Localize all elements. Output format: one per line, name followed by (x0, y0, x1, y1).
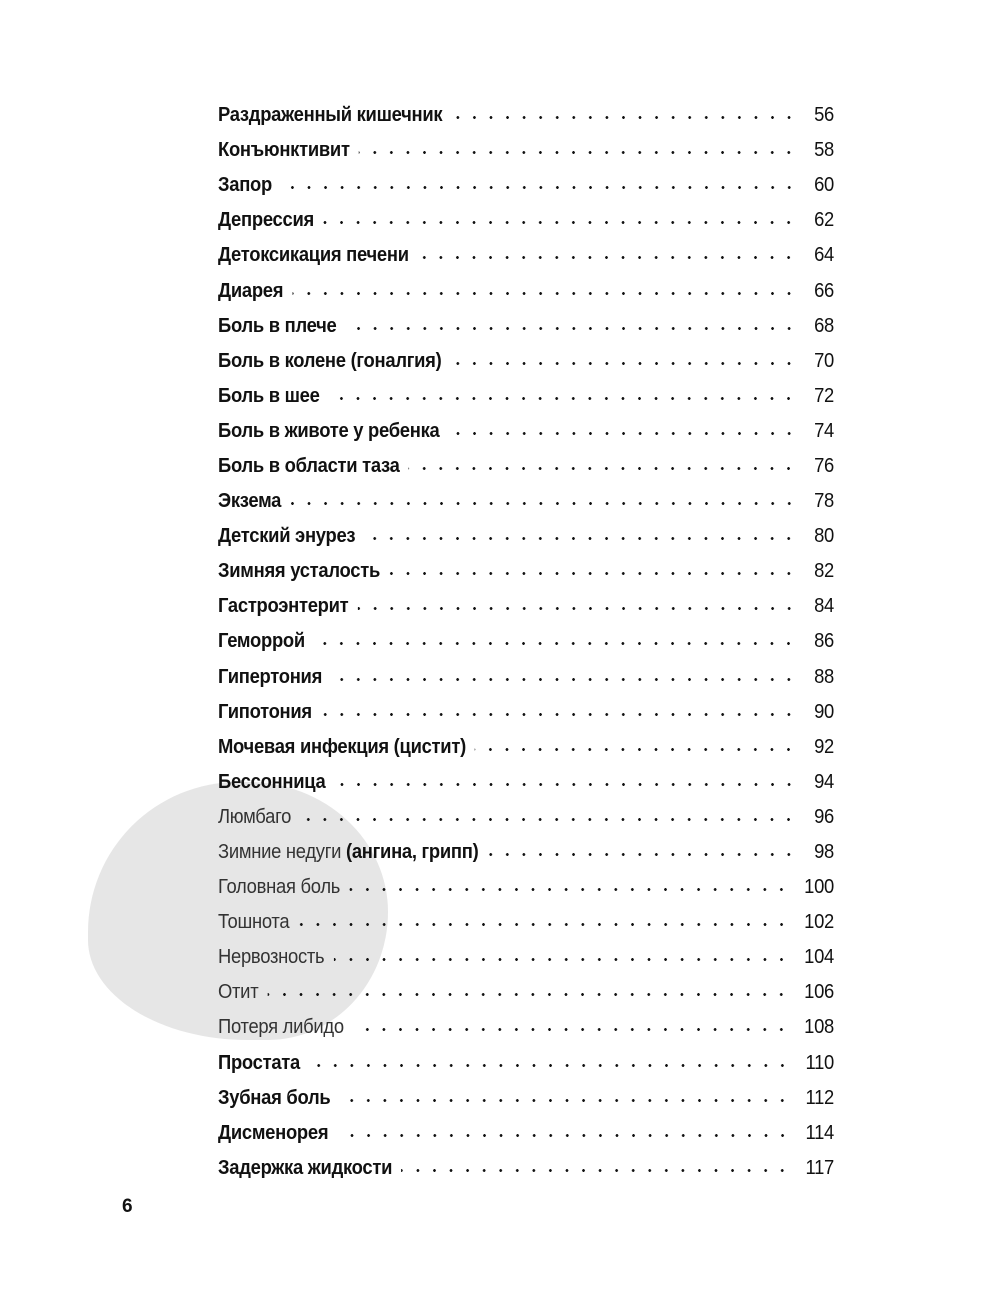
leader-dots (475, 748, 797, 751)
toc-entry-page: 86 (814, 630, 835, 653)
toc-entry-page: 96 (814, 805, 835, 828)
toc-entry-title: Головная боль (218, 876, 341, 899)
leader-dots (300, 818, 797, 821)
toc-entry[interactable] (218, 835, 834, 870)
toc-entry[interactable] (218, 905, 834, 940)
toc-entry[interactable] (218, 554, 834, 589)
leader-dots (353, 1028, 789, 1031)
leader-dots (309, 1064, 791, 1067)
toc-entry-title: Простата (218, 1051, 300, 1074)
toc-entry-page: 64 (814, 244, 835, 267)
leader-dots (290, 502, 797, 505)
leader-dots (488, 853, 798, 856)
leader-dots (451, 362, 798, 365)
table-of-contents (218, 98, 834, 1186)
toc-entry-page: 68 (814, 314, 835, 337)
toc-entry-title: Раздраженный кишечник (218, 104, 443, 127)
leader-dots (409, 467, 797, 470)
toc-entry-title: Детский энурез (218, 525, 356, 548)
leader-dots (314, 642, 797, 645)
toc-entry-title: Люмбаго (218, 805, 292, 828)
leader-dots (364, 537, 797, 540)
toc-entry[interactable] (218, 870, 834, 905)
toc-entry-page: 94 (814, 770, 835, 793)
toc-entry-title: Запор (218, 174, 272, 197)
toc-entry-page: 117 (805, 1156, 835, 1179)
toc-entry-title: Диарея (218, 279, 284, 302)
toc-entry[interactable] (218, 940, 834, 975)
toc-entry-title: Нервозность (218, 946, 325, 969)
toc-entry[interactable] (218, 975, 834, 1010)
toc-entry-title: Тошнота (218, 911, 290, 934)
toc-entry-page: 98 (814, 841, 835, 864)
toc-entry-page: 62 (814, 209, 835, 232)
toc-entry[interactable] (218, 203, 834, 238)
toc-entry-page: 60 (814, 174, 835, 197)
toc-entry[interactable] (218, 730, 834, 765)
toc-entry[interactable] (218, 168, 834, 203)
toc-entry-title: Зимняя усталость (218, 560, 380, 583)
toc-entry[interactable] (218, 1151, 834, 1186)
leader-dots (292, 292, 797, 295)
toc-entry-title-main: Зимние недуги (218, 841, 342, 864)
toc-entry-title: Отит (218, 981, 259, 1004)
toc-entry-title: Гастроэнтерит (218, 595, 349, 618)
leader-dots (299, 923, 790, 926)
toc-entry-page: 82 (814, 560, 835, 583)
toc-entry-title: Боль в области таза (218, 454, 400, 477)
toc-entry[interactable] (218, 238, 834, 273)
toc-entry[interactable] (218, 273, 834, 308)
leader-dots (268, 993, 790, 996)
toc-entry[interactable] (218, 449, 834, 484)
toc-entry-page: 72 (814, 384, 835, 407)
toc-entry[interactable] (218, 1010, 834, 1045)
toc-entry-title: Депрессия (218, 209, 314, 232)
toc-entry-page: 76 (814, 454, 835, 477)
toc-entry-title: Гипертония (218, 665, 323, 688)
leader-dots (329, 397, 797, 400)
toc-entry[interactable] (218, 589, 834, 624)
leader-dots (281, 186, 797, 189)
toc-entry-page: 84 (814, 595, 835, 618)
leader-dots (418, 256, 797, 259)
toc-entry-page: 112 (805, 1086, 835, 1109)
toc-entry[interactable] (218, 1116, 834, 1151)
toc-entry-title: Дисменорея (218, 1121, 329, 1144)
leader-dots (349, 888, 789, 891)
toc-entry[interactable] (218, 695, 834, 730)
toc-entry-page: 106 (804, 981, 835, 1004)
leader-dots (449, 432, 798, 435)
toc-entry[interactable] (218, 624, 834, 659)
toc-entry-title-rest: (ангина, грипп) (341, 841, 479, 864)
toc-entry[interactable] (218, 1081, 834, 1116)
toc-entry-title: Зубная боль (218, 1086, 331, 1109)
leader-dots (452, 116, 798, 119)
toc-entry-page: 102 (804, 911, 835, 934)
toc-entry-title: Детоксикация печени (218, 244, 409, 267)
toc-entry[interactable] (218, 309, 834, 344)
leader-dots (335, 783, 798, 786)
leader-dots (338, 1134, 791, 1137)
leader-dots (334, 958, 790, 961)
toc-entry-title: Потеря либидо (218, 1016, 344, 1039)
toc-entry-page: 78 (814, 490, 835, 513)
toc-entry-page: 92 (814, 735, 835, 758)
toc-entry-title: Боль в животе у ребенка (218, 419, 440, 442)
toc-entry-page: 110 (805, 1051, 835, 1074)
toc-entry[interactable] (218, 1046, 834, 1081)
toc-entry-page: 56 (814, 104, 835, 127)
leader-dots (359, 151, 797, 154)
toc-entry[interactable] (218, 800, 834, 835)
toc-entry[interactable] (218, 660, 834, 695)
leader-dots (346, 327, 798, 330)
leader-dots (340, 1099, 791, 1102)
toc-entry[interactable] (218, 484, 834, 519)
toc-entry-page: 58 (814, 139, 835, 162)
toc-entry-title: Экзема (218, 490, 282, 513)
toc-entry-page: 80 (814, 525, 835, 548)
toc-entry[interactable] (218, 98, 834, 133)
toc-entry-title: Боль в плече (218, 314, 337, 337)
toc-entry-title: Задержка жидкости (218, 1156, 393, 1179)
toc-entry-title: Геморрой (218, 630, 305, 653)
toc-entry[interactable] (218, 414, 834, 449)
toc-entry-page: 88 (814, 665, 835, 688)
toc-entry-page: 70 (814, 349, 835, 372)
toc-entry-title: Боль в колене (гоналгия) (218, 349, 442, 372)
toc-entry-title: Гипотония (218, 700, 312, 723)
leader-dots (401, 1169, 790, 1172)
toc-entry[interactable] (218, 765, 834, 800)
toc-entry-title: Мочевая инфекция (цистит) (218, 735, 466, 758)
toc-entry-title: Бессонница (218, 770, 326, 793)
leader-dots (331, 678, 797, 681)
toc-entry[interactable] (218, 379, 834, 414)
toc-entry-page: 90 (814, 700, 835, 723)
toc-entry-page: 104 (804, 946, 835, 969)
toc-entry-page: 100 (804, 876, 835, 899)
toc-entry-page: 114 (805, 1121, 835, 1144)
toc-entry[interactable] (218, 133, 834, 168)
toc-entry-title (218, 841, 478, 864)
leader-dots (358, 607, 798, 610)
toc-entry-page: 74 (814, 419, 835, 442)
toc-entry-title: Боль в шее (218, 384, 320, 407)
leader-dots (323, 221, 797, 224)
toc-entry[interactable] (218, 344, 834, 379)
toc-entry[interactable] (218, 519, 834, 554)
page-number: 6 (122, 1196, 133, 1217)
toc-entry-page: 66 (814, 279, 835, 302)
toc-entry-page: 108 (804, 1016, 835, 1039)
leader-dots (321, 713, 797, 716)
leader-dots (389, 572, 797, 575)
toc-entry-title: Конъюнктивит (218, 139, 350, 162)
